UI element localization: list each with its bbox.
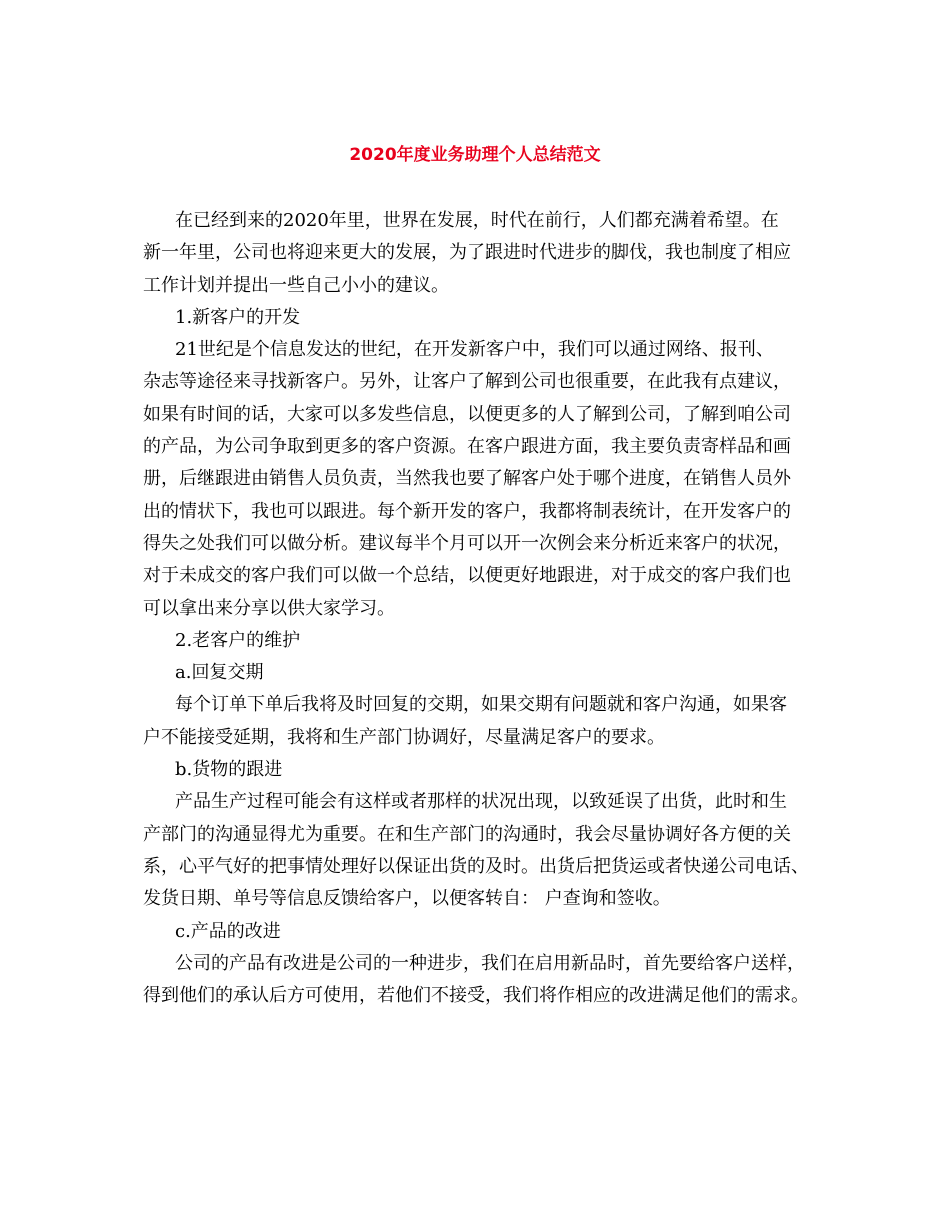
text-line: 每个订单下单后我将及时回复的交期，如果交期有问题就和客户沟通，如果客 <box>175 694 787 716</box>
text-line: 21世纪是个信息发达的世纪，在开发新客户中，我们可以通过网络、报刊、 <box>175 339 774 361</box>
text-line: a.回复交期 <box>175 662 264 684</box>
text-line: b.货物的跟进 <box>175 759 283 781</box>
text-line: 公司的产品有改进是公司的一种进步，我们在启用新品时，首先要给客户送样， <box>175 952 805 974</box>
text-line: 如果有时间的话，大家可以多发些信息，以便更多的人了解到公司，了解到咱公司 <box>143 403 791 425</box>
text-line: 户不能接受延期，我将和生产部门协调好，尽量满足客户的要求。 <box>143 726 665 748</box>
text-line: 的产品，为公司争取到更多的客户资源。在客户跟进方面，我主要负责寄样品和画 <box>143 436 791 458</box>
text-line: 产部门的沟通显得尤为重要。在和生产部门的沟通时，我会尽量协调好各方便的关 <box>143 823 791 845</box>
document-title: 2020年度业务助理个人总结范文 <box>349 145 601 165</box>
text-line: 产品生产过程可能会有这样或者那样的状况出现，以致延误了出货，此时和生 <box>175 791 787 813</box>
text-line: 在已经到来的2020年里，世界在发展，时代在前行，人们都充满着希望。在 <box>175 210 779 231</box>
text-line: c.产品的改进 <box>175 920 281 942</box>
text-line: 系，心平气好的把事情处理好以保证出货的及时。出货后把货运或者快递公司电话、 <box>143 855 809 877</box>
text-line: 1.新客户的开发 <box>175 306 301 328</box>
text-line: 工作计划并提出一些自己小小的建议。 <box>143 274 449 296</box>
text-line: 可以拿出来分享以供大家学习。 <box>143 597 395 619</box>
text-line: 对于未成交的客户我们可以做一个总结，以便更好地跟进，对于成交的客户我们也 <box>143 565 791 587</box>
text-line: 2.老客户的维护 <box>175 629 301 651</box>
text-line: 得失之处我们可以做分析。建议每半个月可以开一次例会来分析近来客户的状况， <box>143 532 791 554</box>
document-body <box>143 205 815 1012</box>
text-line: 得到他们的承认后方可使用，若他们不接受，我们将作相应的改进满足他们的需求。 <box>143 985 809 1007</box>
text-line: 册，后继跟进由销售人员负责，当然我也要了解客户处于哪个进度，在销售人员外 <box>143 468 791 490</box>
text-line: 出的情状下，我也可以跟进。每个新开发的客户，我都将制表统计，在开发客户的 <box>143 500 791 522</box>
text-line: 新一年里，公司也将迎来更大的发展，为了跟进时代进步的脚伐，我也制度了相应 <box>143 242 791 264</box>
text-line: 杂志等途径来寻找新客户。另外，让客户了解到公司也很重要，在此我有点建议， <box>143 371 791 393</box>
text-line: 发货日期、单号等信息反馈给客户，以便客转自： 户查询和签收。 <box>143 888 671 910</box>
